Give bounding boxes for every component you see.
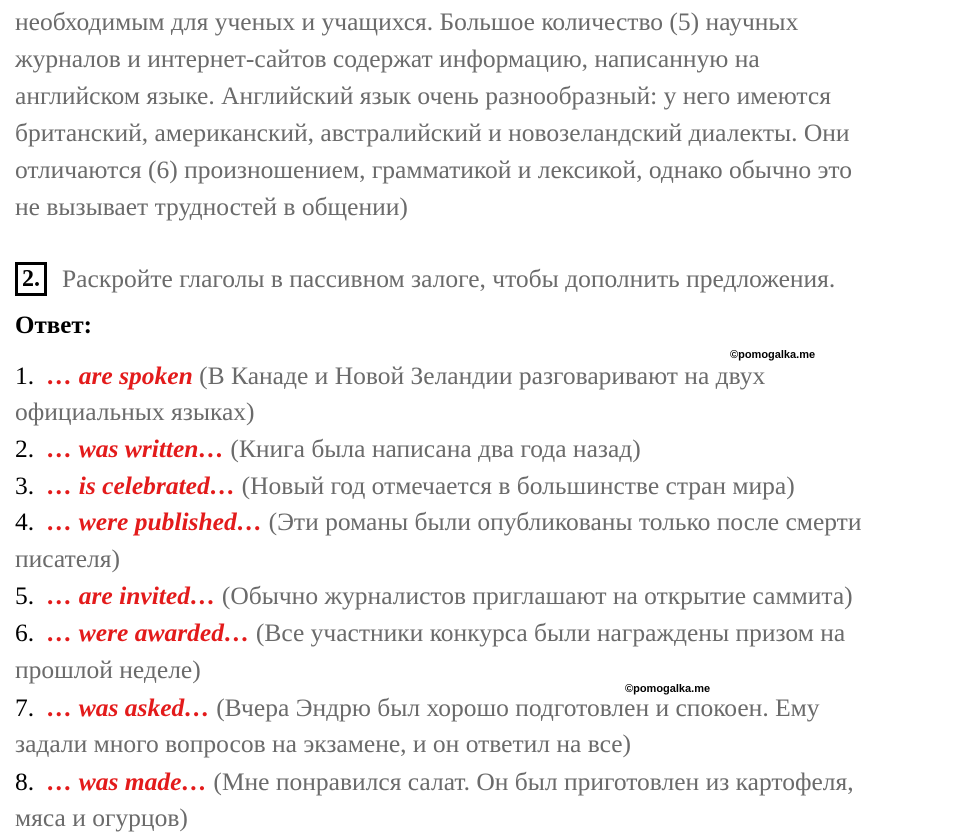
answer-translation: (Новый год отмечается в большинстве стран мира) <box>235 471 795 500</box>
answer-continuation: задали много вопросов на экзамене, и он ответил на все) <box>15 729 632 758</box>
task-number-box: 2. <box>15 262 47 296</box>
answer-item-7 <box>15 693 820 723</box>
answer-item-1 <box>15 361 765 391</box>
answer-verb: … are spoken <box>46 361 193 390</box>
answer-number: 3. <box>15 471 35 500</box>
answer-number: 8. <box>15 767 35 796</box>
answer-item-5 <box>15 581 853 611</box>
watermark: ©pomogalka.me <box>625 683 711 695</box>
answer-item-6 <box>15 618 845 648</box>
answer-verb: … was asked… <box>46 693 210 722</box>
answer-translation: (Мне понравился салат. Он был приготовлен из картофеля, <box>206 767 854 796</box>
intro-line: отличаются (6) произношением, грамматикой и лексикой, однако обычно это <box>15 155 852 184</box>
answer-number: 7. <box>15 693 35 722</box>
answer-continuation: прошлой неделе) <box>15 655 201 684</box>
answer-number: 2. <box>15 434 35 463</box>
answer-verb: … is celebrated… <box>46 471 236 500</box>
answer-translation: (Эти романы были опубликованы только после смерти <box>262 507 862 536</box>
answer-verb: … was made… <box>46 767 207 796</box>
intro-paragraph <box>15 3 950 225</box>
answer-verb: … were published… <box>46 507 263 536</box>
task-heading <box>15 262 835 296</box>
task-instruction: Раскройте глаголы в пассивном залоге, чтобы дополнить предложения. <box>62 264 836 293</box>
answer-translation: (Обычно журналистов приглашают на открытие саммита) <box>215 581 853 610</box>
intro-line: необходимым для ученых и учащихся. Большое количество (5) научных <box>15 7 799 36</box>
answer-label: Ответ: <box>15 312 92 339</box>
answer-item-2 <box>15 434 641 464</box>
intro-line: английском языке. Английский язык очень разнообразный: у него имеются <box>15 81 831 110</box>
answer-translation: (Книга была написана два года назад) <box>224 434 641 463</box>
answer-verb: … were awarded… <box>46 618 250 647</box>
intro-line: не вызывает трудностей в общении) <box>15 192 408 221</box>
answer-item-8 <box>15 767 854 797</box>
answer-translation: (Все участники конкурса были награждены призом на <box>249 618 846 647</box>
answer-translation: (В Канаде и Новой Зеландии разговаривают на двух <box>192 361 766 390</box>
answer-continuation: мяса и огурцов) <box>15 803 188 832</box>
answer-number: 1. <box>15 361 35 390</box>
answer-translation: (Вчера Эндрю был хорошо подготовлен и спокоен. Ему <box>209 693 820 722</box>
answer-number: 4. <box>15 507 35 536</box>
answer-number: 6. <box>15 618 35 647</box>
answer-continuation: писателя) <box>15 544 120 573</box>
answer-continuation: официальных языках) <box>15 397 255 426</box>
answer-verb: … was written… <box>46 434 224 463</box>
intro-line: журналов и интернет-сайтов содержат информацию, написанную на <box>15 44 760 73</box>
answer-item-4 <box>15 507 861 537</box>
intro-line: британский, американский, австралийский и новозеландский диалекты. Они <box>15 118 850 147</box>
answer-item-3 <box>15 471 795 501</box>
watermark: ©pomogalka.me <box>730 349 816 361</box>
answer-number: 5. <box>15 581 35 610</box>
answer-verb: … are invited… <box>46 581 216 610</box>
